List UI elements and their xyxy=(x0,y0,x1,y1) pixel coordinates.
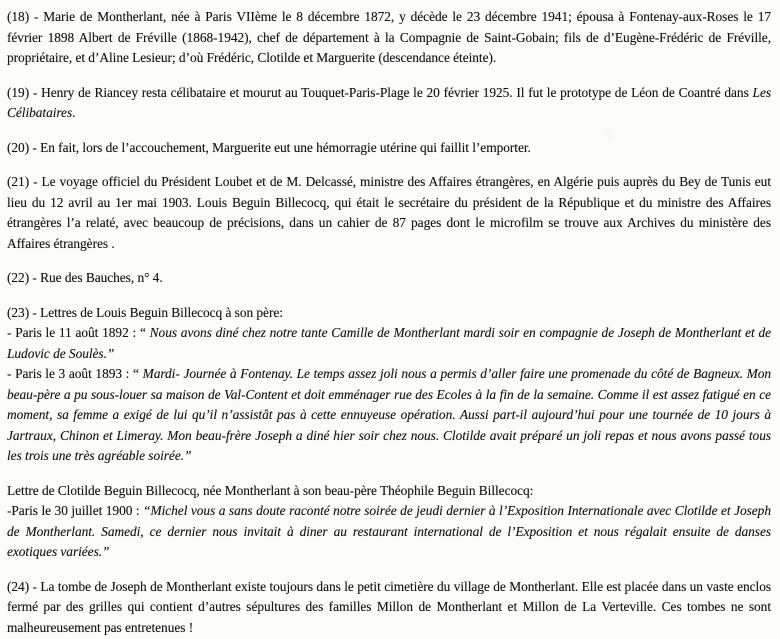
letter-1892 xyxy=(7,323,771,364)
letter-1893 xyxy=(7,364,771,467)
footnote-24: (24) - La tombe de Joseph de Montherlant existe toujours dans le petit cimetière du village de Montherlant. Elle est placée dans un vaste enclos fermé par des grilles qui contient d’autres sépultures des familles Millon de Montherlant et Millon de La Verteville. Ces tombes ne sont malheureusement pas entretenues ! xyxy=(7,578,771,635)
clotilde-letter-block xyxy=(7,481,771,563)
footnote-23 xyxy=(7,303,771,467)
footnote-21: (21) - Le voyage officiel du Président Loubet et de M. Delcassé, ministre des Affaires étrangères, en Algérie puis auprès du Bey de Tunis eut lieu du 12 avril au 1er mai 1903. Louis Beguin Billecocq, qui était le secrétaire du président de la République et du ministre des Affaires étrangères l’a relaté, avec beaucoup de précisions, dans un cahier de 87 pages dont le microfilm se trouve aux Archives du ministère des Affaires étrangères . xyxy=(7,174,771,251)
footnote-19-text: (19) - Henry de Riancey resta célibataire et mourut au Touquet-Paris-Plage le 20 février 1925. Il fut le prototype de Léon de Coantré dans xyxy=(7,84,753,100)
footnote-19-period: . xyxy=(72,105,76,120)
letter-1892-quote: Nous avons diné chez notre tante Camille de Montherlant mardi soir en compagnie de Joseph de Montherlant et de Ludovic de Soulès.” xyxy=(7,325,771,361)
letter-1900-dateline: -Paris le 30 juillet 1900 : xyxy=(7,503,144,518)
letter-1900-quote: “Michel vous a sans doute raconté notre soirée de jeudi dernier à l’Exposition Internationale avec Clotilde et Joseph de Montherlant. Samedi, ce dernier nous invitait à diner au restaurant international de l’Exposition et nous régalait ensuite de danses exotiques variées.” xyxy=(7,503,771,559)
clotilde-letter-heading: Lettre de Clotilde Beguin Billecocq, née Montherlant à son beau-père Théophile Beguin Billecocq: xyxy=(7,482,534,498)
letter-1893-quote: Mardi- Journée à Fontenay. Le temps assez joli nous a permis d’aller faire une promenade du côté de Bagneux. Mon beau-père a pu sous-louer sa maison de Val-Content et doit emménager rue des Ecoles à la fin de la semaine. Comme il est assez fatigué en ce moment, sa femme a exigé de lui qu’il n’assistât pas à cette ennuyeuse opération. Aussi part-il aujourd’hui pour une tournée de 10 jours à Jartraux, Chinon et Limeray. Mon beau-frère Joseph a diné hier soir chez nous. Clotilde avait préparé un joli repas et nous avons passé tous les trois une très agréable soirée.” xyxy=(7,366,771,463)
footnote-22: (22) - Rue des Bauches, n° 4. xyxy=(7,270,163,285)
footnote-23-heading: (23) - Lettres de Louis Beguin Billecocq à son père: xyxy=(7,304,283,320)
letter-1900 xyxy=(7,501,771,563)
footnote-18: (18) - Marie de Montherlant, née à Paris VIIème le 8 décembre 1872, y décède le 23 décembre 1941; épousa à Fontenay-aux-Roses le 17 février 1898 Albert de Fréville (1868-1942), chef de département à la Compagnie de Saint-Gobain; fils de d’Eugène-Frédéric de Fréville, propriétaire, et d’Aline Lesieur; d’où Frédéric, Clotilde et Marguerite (descendance éteinte). xyxy=(7,9,771,65)
letter-1892-dateline: - Paris le 11 août 1892 : “ xyxy=(7,325,150,340)
footnote-19 xyxy=(7,83,771,124)
book-title-les-celibataires: Les Célibataires xyxy=(7,84,771,120)
footnote-20: (20) - En fait, lors de l’accouchement, Marguerite eut une hémorragie utérine qui faillit l’emporter. xyxy=(7,139,531,155)
letter-1893-dateline: - Paris le 3 août 1893 : “ xyxy=(7,366,143,381)
